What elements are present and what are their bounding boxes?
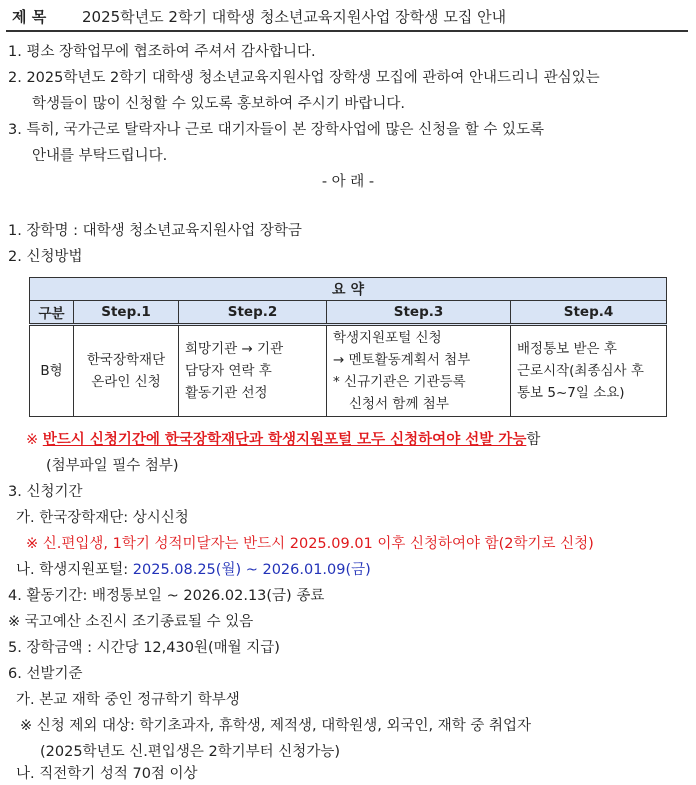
row-label: B형 xyxy=(30,325,74,417)
column-header: Step.3 xyxy=(327,301,511,325)
criteria-heading: 6. 선발기준 xyxy=(8,666,83,682)
step1-cell xyxy=(74,325,179,417)
item-scholarship-name: 1. 장학명 : 대학생 청소년교육지원사업 장학금 xyxy=(8,223,302,239)
period-b-value: 2025.08.25(월) ~ 2026.01.09(금) xyxy=(132,562,371,578)
column-header: Step.2 xyxy=(179,301,327,325)
step2-cell xyxy=(179,325,327,417)
step4-line: 통보 5~7일 소요) xyxy=(517,385,625,401)
step4-line: 근로시작(최종심사 후 xyxy=(517,363,644,379)
step3-cell xyxy=(327,325,511,417)
activity-period: 4. 활동기간: 배정통보일 ~ 2026.02.13(금) 종료 xyxy=(8,588,325,604)
intro-line-3: 3. 특히, 국가근로 탈락자나 근로 대기자들이 본 장학사업에 많은 신청을 할 수 있도록 xyxy=(8,122,544,138)
intro-line-3b: 안내를 부탁드립니다. xyxy=(32,148,168,164)
notice-highlight: 반드시 신청기간에 한국장학재단과 학생지원포털 모두 신청하여야 선발 가능 xyxy=(42,432,527,448)
step2-line: 희망기관 → 기관 xyxy=(185,341,284,357)
step3-line: 학생지원포털 신청 xyxy=(333,330,442,346)
intro-line-2b: 학생들이 많이 신청할 수 있도록 홍보하여 주시기 바랍니다. xyxy=(32,96,406,112)
notice-tail: 함 xyxy=(526,432,541,448)
period-b xyxy=(16,558,371,579)
column-header: 구분 xyxy=(30,301,74,325)
step2-line: 담당자 연락 후 xyxy=(185,363,272,379)
notice-sub: (첨부파일 필수 첨부) xyxy=(46,458,179,474)
criteria-exclude-sub: (2025학년도 신.편입생은 2학기부터 신청가능) xyxy=(40,744,340,760)
item-apply-method: 2. 신청방법 xyxy=(8,249,83,265)
scholarship-amount: 5. 장학금액 : 시간당 12,430원(매월 지급) xyxy=(8,640,280,656)
step3-line: * 신규기관은 기관등록 xyxy=(333,374,466,390)
step1-line: 온라인 신청 xyxy=(91,374,161,390)
criteria-b: 나. 직전학기 성적 70점 이상 xyxy=(16,766,198,782)
intro-line-2: 2. 2025학년도 2학기 대학생 청소년교육지원사업 장학생 모집에 관하여 안내드리니 관심있는 xyxy=(8,70,600,86)
period-heading: 3. 신청기간 xyxy=(8,484,83,500)
title-label: 제 목 xyxy=(12,8,47,26)
column-header: Step.1 xyxy=(74,301,179,325)
period-a-note: ※ 신.편입생, 1학기 성적미달자는 반드시 2025.09.01 이후 신청하여야 함(2학기로 신청) xyxy=(26,536,594,552)
step2-line: 활동기관 선정 xyxy=(185,385,268,401)
document-title: 2025학년도 2학기 대학생 청소년교육지원사업 장학생 모집 안내 xyxy=(82,8,507,26)
column-header: Step.4 xyxy=(511,301,667,325)
separator: - 아 래 - xyxy=(321,174,375,190)
period-b-label: 나. 학생지원포털: xyxy=(16,562,133,578)
step4-line: 배정통보 받은 후 xyxy=(517,341,617,357)
criteria-exclude: ※ 신청 제외 대상: 학기초과자, 휴학생, 제적생, 대학원생, 외국인, 재학 중 취업자 xyxy=(20,718,531,734)
step1-line: 한국장학재단 xyxy=(86,352,166,368)
summary-table xyxy=(29,277,667,417)
period-a: 가. 한국장학재단: 상시신청 xyxy=(16,510,189,526)
title-bar xyxy=(6,0,688,32)
step3-line: → 멘토활동계획서 첨부 xyxy=(333,352,471,368)
budget-note: ※ 국고예산 소진시 조기종료될 수 있음 xyxy=(8,614,254,630)
notice-line xyxy=(26,428,540,449)
step4-cell xyxy=(511,325,667,417)
summary-header: 요 약 xyxy=(30,278,667,301)
notice-mark: ※ xyxy=(26,432,39,448)
criteria-a: 가. 본교 재학 중인 정규학기 학부생 xyxy=(16,692,240,708)
intro-line-1: 1. 평소 장학업무에 협조하여 주셔서 감사합니다. xyxy=(8,44,316,60)
step3-line: 신청서 함께 첨부 xyxy=(349,396,449,412)
